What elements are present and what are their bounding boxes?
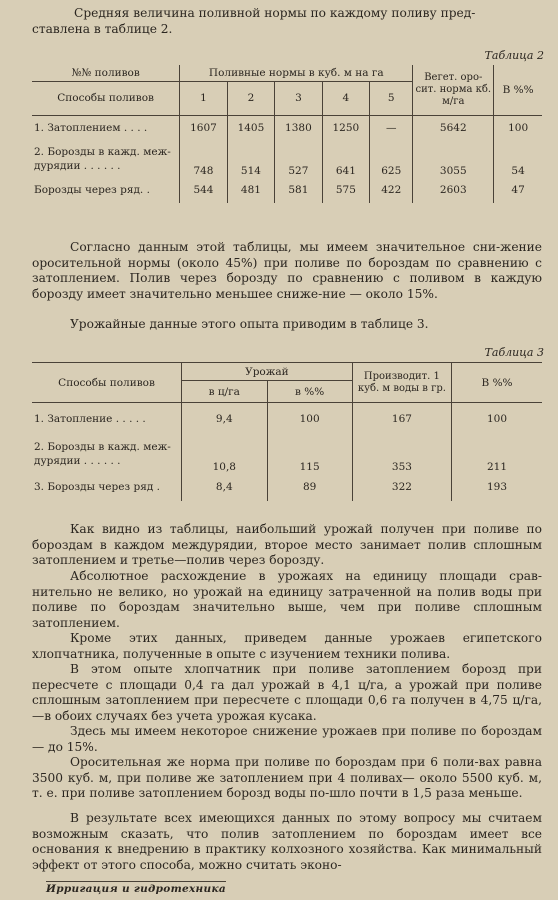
t2-row3-v4: 575 [322, 177, 369, 203]
t2-col-5: 5 [370, 81, 413, 115]
t2-row2-v4: 641 [322, 141, 369, 177]
t2-head-methods: Способы поливов [32, 81, 180, 115]
t3-row2-ctga: 10,8 [182, 435, 267, 473]
t2-row2-v3: 527 [275, 141, 322, 177]
t2-row2-method-b: дурядии . . . . . . [34, 160, 121, 172]
t3-head-pct2: В %% [452, 363, 542, 403]
t3-row2-method-a: 2. Борозды в кажд. меж- [34, 440, 171, 453]
t3-row2-pct1: 115 [267, 435, 352, 473]
t3-head-methods: Способы поливов [32, 363, 182, 403]
paragraph-6: В этом опыте хлопчатник при поливе затоплением борозд при пересчете с площади 0,4 га дал урожай в 4,1 ц/га, а урожай при поливе сплошным затоплением при пересчете с площади 0,6 га получен в 4,75 ц/га,—в обоих случаях без учета урожая кусака. [32, 662, 542, 723]
t3-row3-pct2: 193 [452, 473, 542, 501]
t3-row1-method: 1. Затопление . . . . . [34, 412, 146, 425]
t3-row3-ctga: 8,4 [182, 473, 267, 501]
t2-head-veg: Вегет. оро-сит. норма кб. м/га [413, 65, 494, 115]
t2-row2-v5: 625 [370, 141, 413, 177]
t3-row2-method-b: дурядии . . . . . . [34, 454, 121, 467]
t2-row1-v5: — [370, 115, 413, 141]
t2-row1-v1: 1607 [180, 115, 227, 141]
t2-row1-v4: 1250 [322, 115, 369, 141]
t2-row2-method-a: 2. Борозды в кажд. меж- [34, 146, 171, 158]
t2-row1-v2: 1405 [227, 115, 274, 141]
paragraph-8: Оросительная же норма при поливе по бороздам при 6 поли-вах равна 3500 куб. м, при поливе же затоплением при 4 поливах— около 5500 куб. м, т. е. при поливе затоплением борозд воды по-шло почти в 1,5 раза меньше. [32, 755, 542, 801]
t2-head-num: №№ поливов [32, 65, 180, 81]
t2-row1-method: 1. Затоплением . . . . [34, 122, 148, 135]
t2-row1-veg: 5642 [413, 115, 494, 141]
t3-row1-prod: 167 [352, 403, 451, 435]
intro-line-2: ставлена в таблице 2. [32, 22, 173, 36]
t2-col-3: 3 [275, 81, 322, 115]
t2-col-2: 2 [227, 81, 274, 115]
t3-row3-method: 3. Борозды через ряд . [34, 480, 160, 493]
t2-col-1: 1 [180, 81, 227, 115]
t2-row2-v1: 748 [180, 141, 227, 177]
table3-caption: Таблица 3 [484, 346, 544, 359]
t2-row3-method: Борозды через ряд. . [34, 184, 150, 196]
t3-row1-ctga: 9,4 [182, 403, 267, 435]
t3-row2-method [32, 435, 182, 473]
t2-col-4: 4 [322, 81, 369, 115]
t2-row2-veg: 3055 [413, 141, 494, 177]
t3-row3-pct1: 89 [267, 473, 352, 501]
t2-head-pct: В %% [494, 65, 542, 115]
t2-head-norms: Поливные нормы в куб. м на га [180, 65, 413, 81]
footer-journal-title: Ирригация и гидротехника [46, 883, 226, 895]
t2-row3-veg: 2603 [413, 177, 494, 203]
t3-row1-pct1: 100 [267, 403, 352, 435]
table2-caption: Таблица 2 [484, 49, 544, 62]
t2-row1-v3: 1380 [275, 115, 322, 141]
paragraph-9: В результате всех имеющихся данных по этому вопросу мы считаем возможным сказать, что полив затоплением по бороздам имеет все основания к внедрению в практику колхозного хозяйства. Как минимальный эффект от этого способа, можно считать эконо- [32, 811, 542, 872]
t3-head-prod: Производит. 1 куб. м воды в гр. [352, 363, 451, 403]
t3-head-ctga: в ц/га [182, 381, 267, 403]
t2-row2-pct: 54 [494, 141, 542, 177]
t3-row1-pct2: 100 [452, 403, 542, 435]
t2-row1-pct: 100 [494, 115, 542, 141]
table-2 [32, 65, 542, 203]
t2-row3-v3: 581 [275, 177, 322, 203]
t2-row3-v2: 481 [227, 177, 274, 203]
paragraph-2: Урожайные данные этого опыта приводим в таблице 3. [70, 317, 429, 332]
intro-line-1: Средняя величина поливной нормы по каждому поливу пред- [74, 6, 476, 20]
t3-row2-prod: 353 [352, 435, 451, 473]
paragraph-5: Кроме этих данных, приведем данные урожаев египетского хлопчатника, полученные в опыте с изучением техники полива. [32, 631, 542, 661]
t2-row2-v2: 514 [227, 141, 274, 177]
table-3 [32, 362, 542, 501]
t2-row3-pct: 47 [494, 177, 542, 203]
paragraph-7: Здесь мы имеем некоторое снижение урожаев при поливе по бороздам — до 15%. [32, 724, 542, 754]
t2-row3-v1: 544 [180, 177, 227, 203]
t2-row2-method [32, 141, 180, 177]
t3-row3-prod: 322 [352, 473, 451, 501]
paragraph-1: Согласно данным этой таблицы, мы имеем значительное сни-жение оросительной нормы (около 45%) при поливе по бороздам по сравнению с затоплением. Полив через борозду по сравнению с поливом в каждую борозду имеет значительно меньшее сниже-ние — около 15%. [32, 240, 542, 301]
t2-row3-v5: 422 [370, 177, 413, 203]
paragraph-3: Как видно из таблицы, наибольший урожай получен при поливе по бороздам в каждом междурядии, второе место занимает полив сплошным затоплением и третье—полив через борозду. [32, 522, 542, 568]
t3-row2-pct2: 211 [452, 435, 542, 473]
paragraph-4: Абсолютное расхождение в урожаях на единицу площади срав-нительно не велико, но урожай на единицу затраченной на полив воды при поливе по бороздам значительно выше, чем при поливе сплошным затоплением. [32, 569, 542, 630]
t3-head-pct1: в %% [267, 381, 352, 403]
t3-head-yield: Урожай [182, 363, 353, 381]
